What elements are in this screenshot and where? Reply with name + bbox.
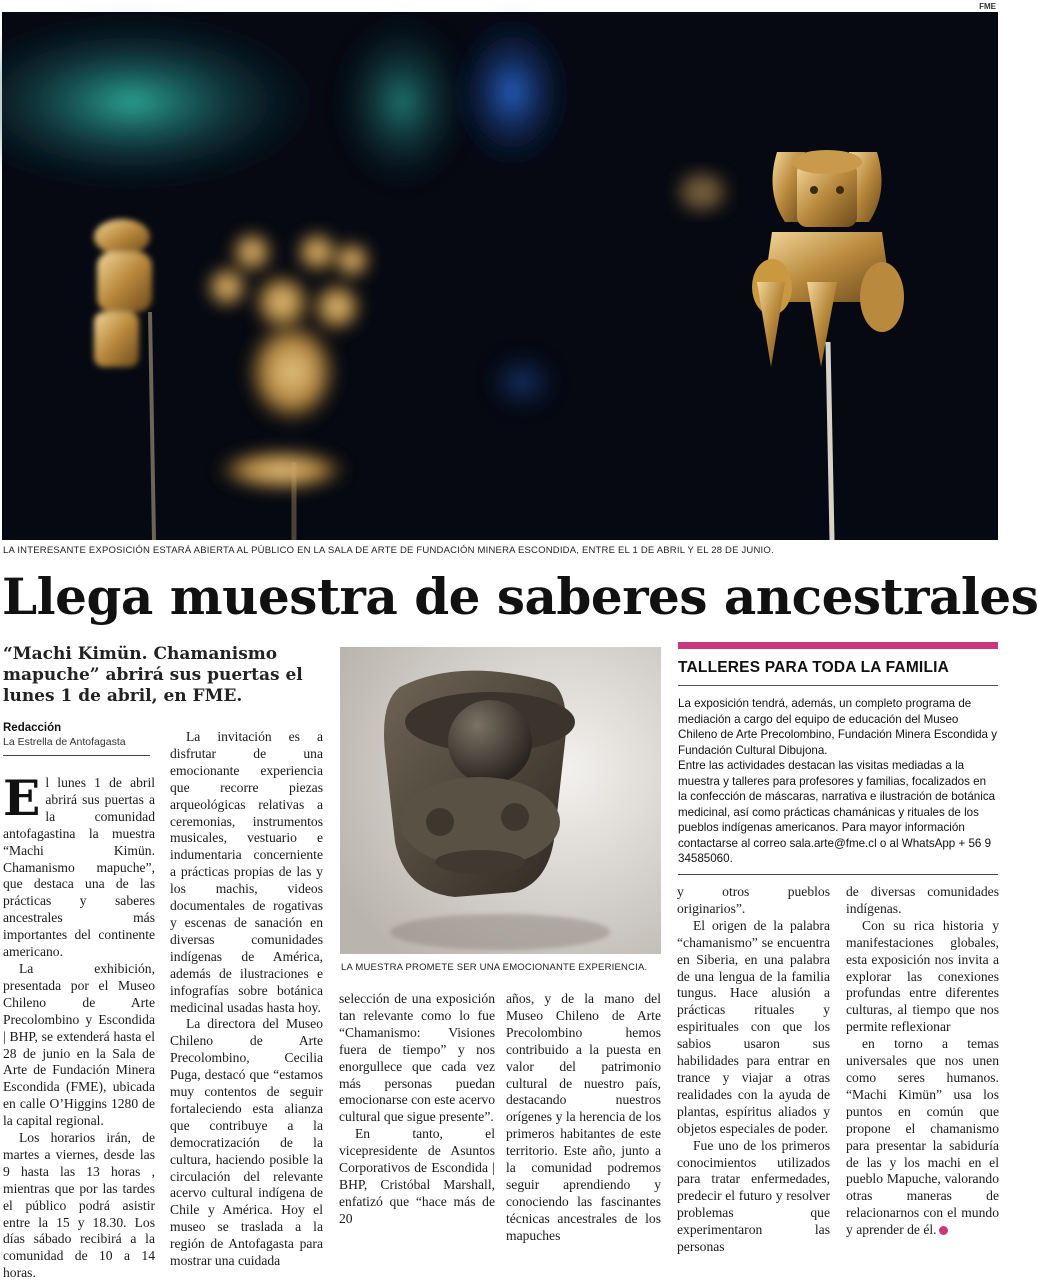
- article-paragraph: de diversas comunidades indígenas.: [846, 884, 999, 916]
- article-paragraph: En tanto, el vicepresidente de Asuntos Corporativos de Escondida | BHP, Cristóbal Marshall, enfatizó que “hace más de 20: [339, 1126, 495, 1226]
- end-mark-icon: [939, 1226, 948, 1235]
- article-column-6: [846, 884, 999, 1239]
- hero-photo: [2, 12, 998, 540]
- article-paragraph: Los horarios irán, de martes a viernes, desde las 9 hasta las 13 horas , mientras que por las tardes el público podrá asistir entre la 15 y 18.30. Los días sábado recibirá a la comunidad de 10 a 14 horas.: [3, 1130, 155, 1281]
- artifact-caption: LA MUESTRA PROMETE SER UNA EMOCIONANTE EXPERIENCIA.: [341, 962, 648, 973]
- sidebar-paragraph: La exposición tendrá, además, un completo programa de mediación a cargo del equipo de educación del Museo Chileno de Arte Precolombino, Fundación Minera Escondida y Fundación Cultural Dibujona.: [678, 697, 998, 757]
- artifact-photo: [340, 647, 661, 954]
- article-paragraph: Con su rica historia y manifestaciones globales, esta exposición nos invita a explorar las conexiones profundas entre diferentes culturas, al tiempo que nos permite reflexionar: [846, 917, 999, 1035]
- article-paragraph: La directora del Museo Chileno de Arte Precolombino, Cecilia Puga, destacó que “estamos muy contentos de seguir fortaleciendo esta alianza que contribuye a la democratización de la cultura, haciendo posible la circulación del relevante acervo cultural indígena de Chile y América. Hoy el museo se traslada a la región de Antofagasta para mostrar una cuidada: [170, 1016, 323, 1269]
- sidebar-title: TALLERES PARA TODA LA FAMILIA: [678, 659, 998, 686]
- sidebar-body: [678, 696, 998, 867]
- deck-subheadline: “Machi Kimün. Chamanismo mapuche” abrirá sus puertas el lunes 1 de abril, en FME.: [3, 644, 303, 706]
- byline-author: Redacción: [3, 722, 62, 734]
- article-column-4: [506, 991, 661, 1245]
- article-column-2: [170, 729, 323, 1270]
- article-paragraph: El lunes 1 de abril abrirá sus puertas a la comunidad antofagastina la muestra “Machi Kimün. Chamanismo mapuche”, que destaca una de las prácticas y saberes ancestrales más importantes del continente americano.: [3, 769, 155, 960]
- article-paragraph: en torno a temas universales que nos unen como seres humanos. “Machi Kimün” usa los puntos en común que propone el chamanismo para presentar la sabiduría de las y los machi en el pueblo Mapuche, valorando otras maneras de relacionarnos con el mundo y aprender de él.: [846, 1036, 999, 1238]
- article-column-3: [339, 991, 495, 1228]
- article-column-5: [677, 884, 830, 1256]
- article-paragraph: La invitación es a disfrutar de una emocionante experiencia que recorre piezas arqueológicas relativas a ceremonias, instrumentos musicales, vestuario e indumentaria concerniente a prácticas propias de las y los machis, videos documentales de rogativas y escenas de sanación en diversas comunidades indígenas de América, además de ilustraciones e infografías sobre botánica medicinal usadas hasta hoy.: [170, 729, 323, 1015]
- drop-cap: E: [3, 769, 41, 827]
- hero-caption: LA INTERESANTE EXPOSICIÓN ESTARÁ ABIERTA AL PÚBLICO EN LA SALA DE ARTE DE FUNDACIÓN MINERA ESCONDIDA, ENTRE EL 1 DE ABRIL Y EL 28 DE JUNIO.: [3, 545, 774, 556]
- article-paragraph: La exhibición, presentada por el Museo Chileno de Arte Precolombino y Escondida | BHP, se extenderá hasta el 28 de junio en la Sala de Arte de Fundación Minera Escondida (FME), ubicada en calle O’Higgins 1280 de la capital regional.: [3, 960, 155, 1129]
- byline-publication: La Estrella de Antofagasta: [3, 736, 150, 756]
- article-paragraph: y otros pueblos originarios”.: [677, 884, 830, 916]
- headline: Llega muestra de saberes ancestrales: [2, 567, 1038, 626]
- article-column-1: [3, 769, 155, 1282]
- sidebar-paragraph: Entre las actividades destacan las visitas mediadas a la muestra y talleres para profesores y familias, focalizados en la confección de máscaras, narrativa e ilustración de botánica medicinal, así como prácticas chamánicas y rituales de los pueblos indígenas americanos. Para mayor información contactarse al correo sala.arte@fme.cl o al WhatsApp + 56 9 34585060.: [678, 759, 996, 865]
- article-paragraph: selección de una exposición tan relevante como lo fue “Chamanismo: Visiones fuera de tiempo” y nos enorgullece que cada vez más personas puedan emocionarse con este acervo cultural que sigue presente”.: [339, 991, 495, 1125]
- article-paragraph: El origen de la palabra “chamanismo” se encuentra en Siberia, en una palabra de una lengua de la familia tungus. Hace alusión a prácticas rituales y espirituales con que los sabios usaron sus habilidades para entrar en trance y viajar a otras realidades con la ayuda de plantas, espíritus aliados y objetos especiales de poder.: [677, 917, 830, 1136]
- article-paragraph: años, y de la mano del Museo Chileno de Arte Precolombino hemos contribuido a la puesta en valor del patrimonio cultural de nuestro país, destacando nuestros orígenes y la herencia de los primeros habitantes de este territorio. Este año, junto a la comunidad podremos seguir aprendiendo y conociendo las fascinantes técnicas ancestrales de los mapuches: [506, 991, 661, 1243]
- sidebar-accent-bar: [678, 642, 998, 649]
- page-tag: FME: [979, 2, 996, 11]
- sidebar-box: [678, 642, 998, 875]
- sidebar-rule: [678, 874, 998, 875]
- article-paragraph: Fue uno de los primeros conocimientos utilizados para tratar enfermedades, predecir el futuro y resolver problemas que experimentaron las personas: [677, 1137, 830, 1255]
